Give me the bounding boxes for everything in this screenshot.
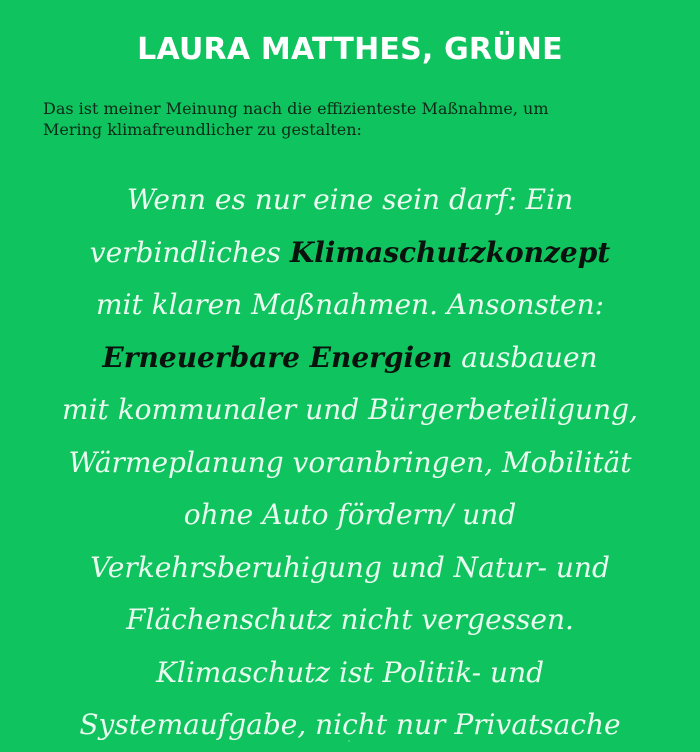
statement-line: mit klaren Maßnahmen. Ansonsten: xyxy=(95,288,605,321)
statement-text: ausbauen xyxy=(452,340,598,374)
candidate-statement xyxy=(20,174,680,752)
statement-line: ohne Auto fördern/ und xyxy=(183,498,517,531)
statement-text: verbindliches xyxy=(89,235,290,269)
candidate-title: LAURA MATTHES, GRÜNE xyxy=(137,32,563,67)
decorative-mark: ˙ xyxy=(346,740,352,751)
statement-line: Flächenschutz nicht vergessen. xyxy=(126,603,574,636)
highlight-renewable-energy: Erneuerbare Energien xyxy=(102,340,453,374)
statement-line: mit kommunaler und Bürgerbeteiligung, xyxy=(62,393,638,426)
statement-line: Wärmeplanung voranbringen, Mobilität xyxy=(68,445,632,479)
statement-line: Systemaufgabe, nicht nur Privatsache xyxy=(79,708,621,741)
statement-line: Klimaschutz ist Politik- und xyxy=(155,655,545,689)
intro-line: Mering klimafreundlicher zu gestalten: xyxy=(43,120,362,139)
statement-line: Wenn es nur eine sein darf: Ein xyxy=(126,183,574,216)
statement-line xyxy=(20,332,680,385)
intro-line: Das ist meiner Meinung nach die effizienteste Maßnahme, um xyxy=(43,99,549,118)
statement-line: Verkehrsberuhigung und Natur- und xyxy=(90,550,610,584)
intro-text xyxy=(43,98,663,140)
statement-line xyxy=(20,227,680,280)
highlight-climate-concept: Klimaschutzkonzept xyxy=(289,235,611,269)
